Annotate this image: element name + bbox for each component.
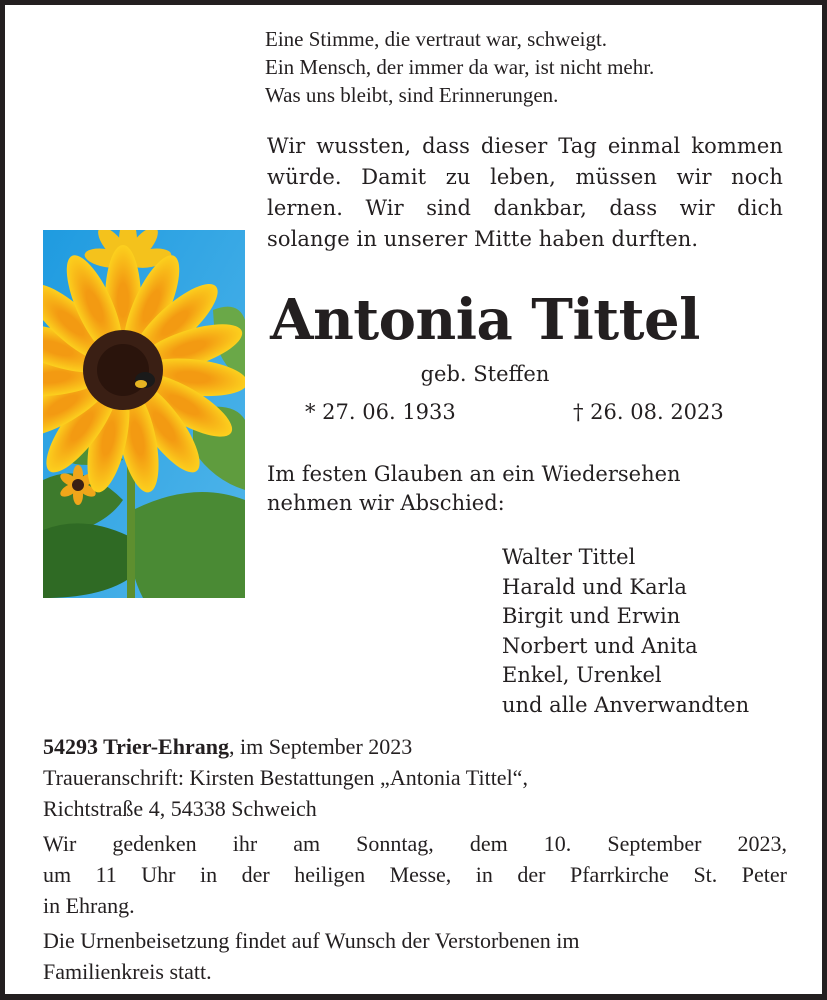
address-line: Traueranschrift: Kirsten Bestattungen „Antonia Tittel“, xyxy=(43,765,528,790)
burial-info xyxy=(43,925,787,987)
burial-line: Familienkreis statt. xyxy=(43,959,212,984)
mourner: und alle Anverwandten xyxy=(502,692,750,717)
service-line: Wir gedenken ihr am Sonntag, dem 10. September 2023, xyxy=(43,831,787,856)
mourner: Enkel, Urenkel xyxy=(502,663,662,687)
poem-line: Was uns bleibt, sind Erinnerungen. xyxy=(265,83,559,107)
paragraph-line: solange in unserer Mitte haben durften. xyxy=(267,227,699,251)
sunflower-image-icon xyxy=(43,230,245,598)
poem xyxy=(265,25,795,109)
obituary-notice xyxy=(5,5,822,994)
burial-line: Die Urnenbeisetzung findet auf Wunsch der Verstorbenen im xyxy=(43,928,580,953)
mourner: Harald und Karla xyxy=(502,574,687,599)
place-rest: , im September 2023 xyxy=(228,734,413,759)
place-bold: 54293 Trier-Ehrang xyxy=(43,734,229,759)
paragraph-line: Wir wussten, dass dieser Tag einmal kommen xyxy=(267,134,783,158)
paragraph-line: lernen. Wir sind dankbar, dass wir dich xyxy=(267,196,783,220)
death-date: † 26. 08. 2023 xyxy=(573,400,724,424)
birth-name: geb. Steffen xyxy=(420,362,550,386)
paragraph-line: würde. Damit zu leben, müssen wir noch xyxy=(267,165,783,189)
place-date xyxy=(43,731,787,762)
sunflower-photo xyxy=(43,230,245,598)
poem-line: Ein Mensch, der immer da war, ist nicht mehr. xyxy=(265,55,655,79)
mourner: Walter Tittel xyxy=(502,545,636,569)
mourner: Birgit und Erwin xyxy=(502,604,681,628)
poem-line: Eine Stimme, die vertraut war, schweigt. xyxy=(265,27,608,51)
intro-paragraph xyxy=(267,131,783,255)
deceased-name: Antonia Tittel xyxy=(270,287,700,353)
service-info xyxy=(43,828,787,921)
footer-info xyxy=(43,731,787,987)
farewell-line: Im festen Glauben an ein Wiedersehen xyxy=(267,462,681,486)
address-line: Richtstraße 4, 54338 Schweich xyxy=(43,796,317,821)
mourner: Norbert und Anita xyxy=(502,633,698,658)
service-line: in Ehrang. xyxy=(43,893,135,918)
mourners-list xyxy=(502,543,749,720)
service-line: um 11 Uhr in der heiligen Messe, in der Pfarrkirche St. Peter xyxy=(43,862,787,887)
farewell-line: nehmen wir Abschied: xyxy=(267,491,505,515)
farewell-text xyxy=(267,460,681,518)
birth-date: * 27. 06. 1933 xyxy=(305,400,456,424)
